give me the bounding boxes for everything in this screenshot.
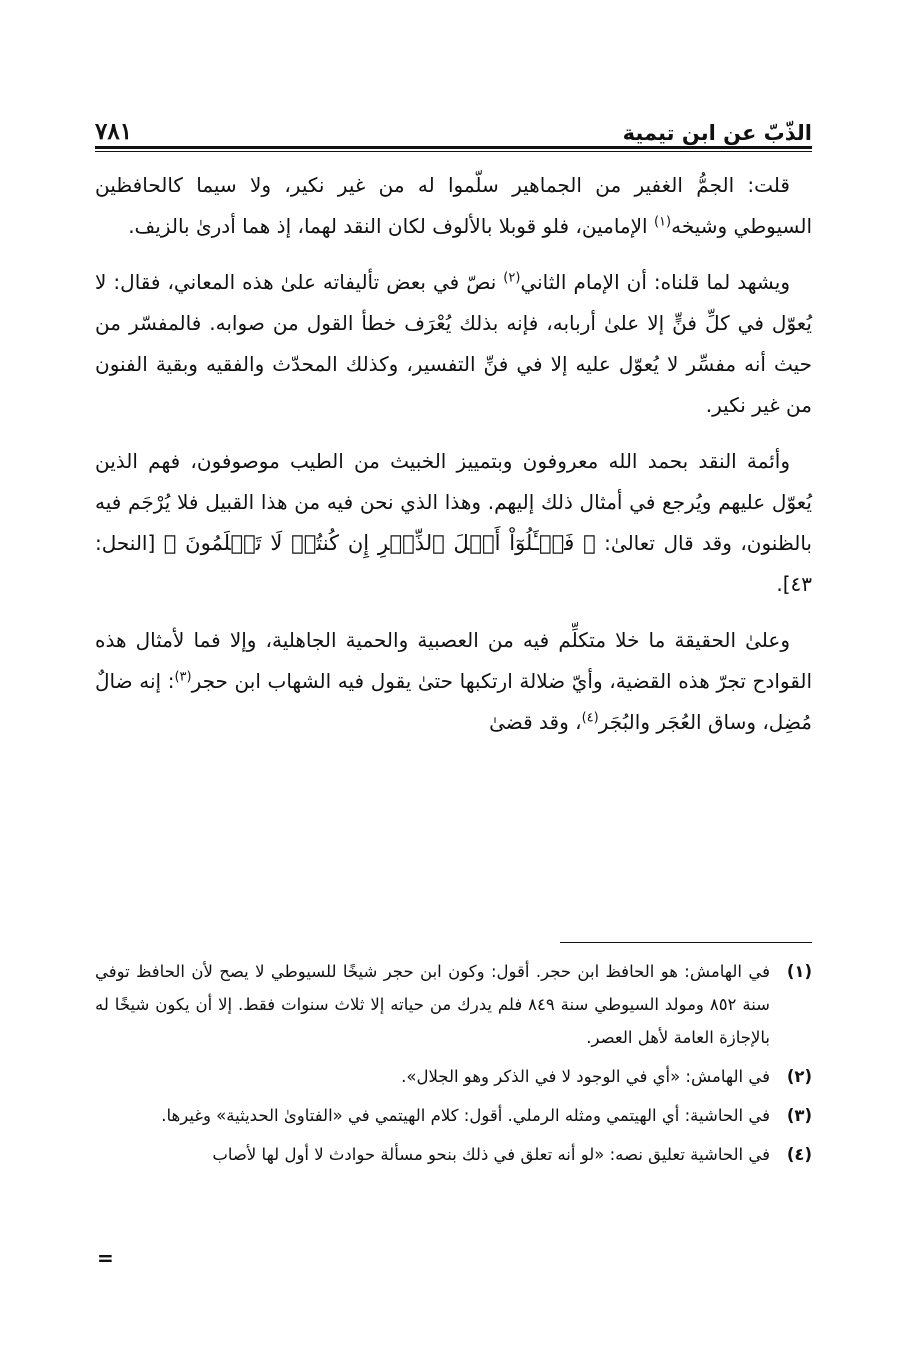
paragraph-2: ويشهد لما قلناه: أن الإمام الثاني$^{(٢)}$ نصّ في بعض تأليفاته علىٰ هذه المعاني، فقال: لا يُعوّل في كلِّ فنٍّ إلا علىٰ أربابه، فإنه بذلك يُعْرَف خطأ القول من صوابه. فالمفسّر من حيث أنه مفسِّر لا يُعوّل عليه إلا في فنِّ التفسير، وكذلك المحدّث والفقيه وبقية الفنون من غير نكير. [95,270,812,417]
footnote-ref-1: (١) [653,214,672,230]
footnote-text: في الحاشية تعليق نصه: «لو أنه تعلق في ذلك بنحو مسألة حوادث لا أول لها لأصاب [212,1145,770,1164]
continuation-mark: = [97,1246,114,1270]
footnote-number: (٣) [786,1106,812,1125]
footnote-item [95,1060,812,1093]
quran-verse: ﴿ فَسۡـَٔلُوٓاْ أَهۡلَ ٱلذِّكۡرِ إِن كُنتُمۡ لَا تَعۡلَمُونَ ﴾ [163,531,596,555]
page-header [95,105,812,145]
paragraph-4: وعلىٰ الحقيقة ما خلا متكلِّم فيه من العصبية والحمية الجاهلية، وإلا فما لأمثال هذه القوادح تجرّ هذه القضية، وأيّ ضلالة ارتكبها حتىٰ يقول فيه الشهاب ابن حجر$^{(٣)}$: إنه ضالٌ مُضِل، وساق العُجَر والبُجَر$^{(٤)}$، وقد قضىٰ [95,628,812,734]
page-number: ٧٨١ [95,118,133,145]
footnote-item [95,955,812,1054]
footnote-number: (٢) [786,1067,812,1086]
footnote-number: (١) [786,962,812,981]
running-title: الذّبّ عن ابن تيمية [622,121,812,145]
footnote-number: (٤) [786,1145,812,1164]
verse-citation: [النحل: ٤٣]. [95,531,812,596]
footnote-item [95,1138,812,1171]
header-rule-thick [95,146,812,149]
footnote-text: في الهامش: «أي في الوجود لا في الذكر وهو الجلال». [401,1067,770,1086]
footnote-ref-3: (٣) [174,669,192,685]
footnote-separator [560,942,812,943]
header-rule-thin [95,151,812,152]
footnote-ref-2: (٢) [503,270,521,286]
footnote-ref-4: (٤) [581,710,599,726]
paragraph-1: قلت: الجمُّ الغفير من الجماهير سلّموا له من غير نكير، ولا سيما كالحافظين السيوطي وشيخه$^{(١)}$ الإمامين، فلو قوبلا بالألوف لكان النقد لهما، إذ هما أدرىٰ بالزيف. [95,173,812,238]
paragraph-3: وأئمة النقد بحمد الله معروفون وبتمييز الخبيث من الطيب موصوفون، فهم الذين يُعوّل عليهم ويُرجع في أمثال ذلك إليهم. وهذا الذي نحن فيه من هذا القبيل فلا يُرْجَم فيه بالظنون، وقد قال تعالىٰ: ﴿ فَسۡـَٔلُوٓاْ أَهۡلَ ٱلذِّكۡرِ إِن كُنتُمۡ لَا تَعۡلَمُونَ ﴾ [النحل: ٤٣]. [95,449,812,596]
footnote-text: في الحاشية: أي الهيتمي ومثله الرملي. أقول: كلام الهيتمي في «الفتاوىٰ الحديثية» وغيرها. [161,1106,770,1125]
footnote-text: في الهامش: هو الحافظ ابن حجر. أقول: وكون ابن حجر شيخًا للسيوطي لا يصح لأن الحافظ توفي سنة ٨٥٢ ومولد السيوطي سنة ٨٤٩ فلم يدرك من حياته إلا ثلاث سنوات فقط. إلا أن يكون شيخًا له بالإجازة العامة لأهل العصر. [95,962,770,1047]
footnotes [95,955,812,1177]
main-text [95,165,812,758]
footnote-item [95,1099,812,1132]
